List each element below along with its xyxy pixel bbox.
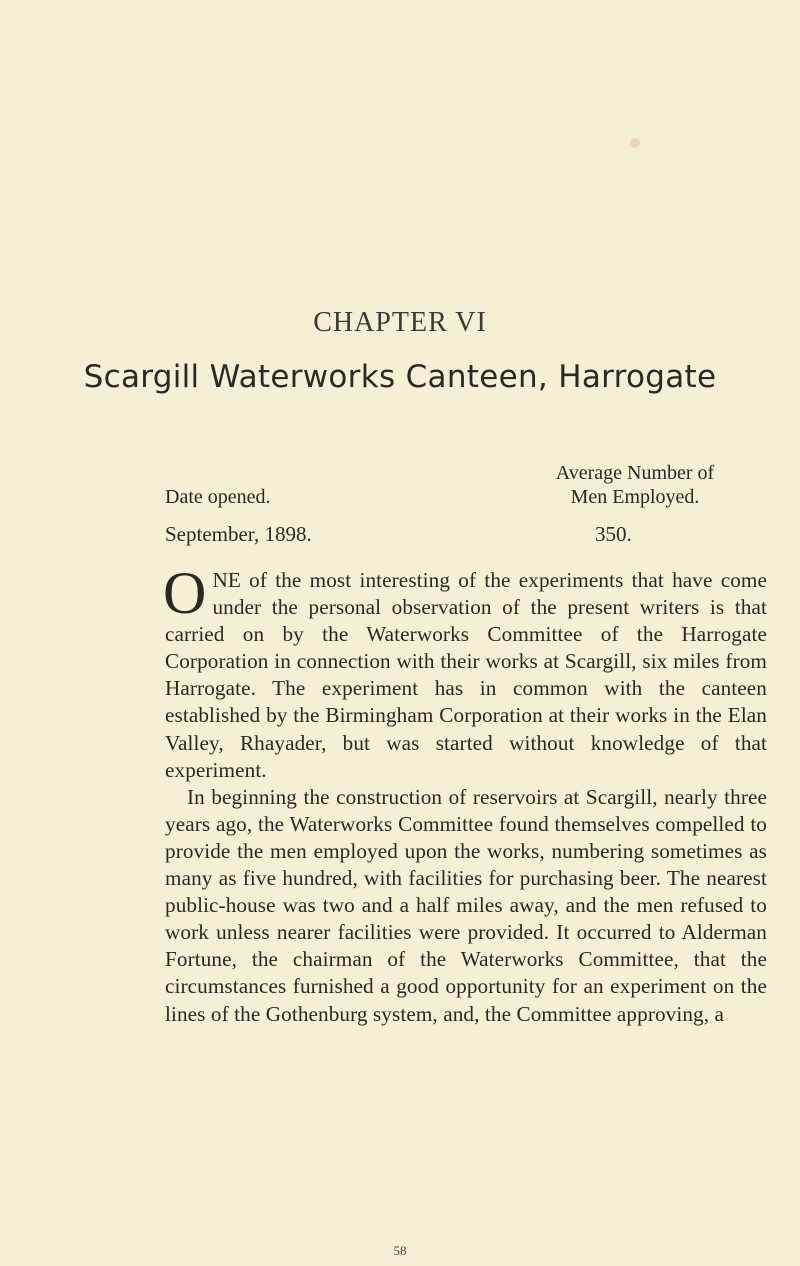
chapter-heading: CHAPTER VI: [313, 307, 487, 338]
date-opened-value: September, 1898.: [165, 522, 312, 546]
header-date-opened: Date opened.: [165, 486, 271, 508]
section-title: Scargill Waterworks Canteen, Harrogate: [83, 359, 717, 395]
header-men-employed: Men Employed.: [570, 486, 700, 508]
page-number: 58: [393, 1243, 407, 1258]
paragraph-2-text: In beginning the construction of reservoirs at Scargill, nearly three years ago, the Waterworks Committee found themselves compelled to provide the men employed upon the works, numbering sometimes as many as five hundred, with facilities for purchasing beer. The nearest public-house was two and a half miles away, and the men refused to work unless nearer facilities were provided. It occurred to Alderman Fortune, the chairman of the Waterworks Committee, that the circumstances furnished a good opportunity for an experiment on the lines of the Gothenburg system, and, the Committee approving, a: [165, 784, 767, 1026]
men-employed-value: 350.: [595, 522, 632, 546]
paper-stain: [630, 138, 640, 148]
body-text: [163, 560, 767, 1028]
paragraph-1: [163, 560, 767, 784]
paragraph-2: [165, 784, 767, 1028]
header-average-number: Average Number of: [555, 462, 715, 484]
paragraph-1-text: NE of the most interesting of the experiments that have come under the personal observation of the present writers is that carried on by the Waterworks Committee of the Harrogate Corporation in connection with their works at Scargill, six miles from Harrogate. The experiment has in common with the canteen established by the Birmingham Corporation at their works in the Elan Valley, Rhayader, but was started without knowledge of that experiment.: [165, 568, 767, 782]
drop-cap: O: [163, 560, 207, 626]
